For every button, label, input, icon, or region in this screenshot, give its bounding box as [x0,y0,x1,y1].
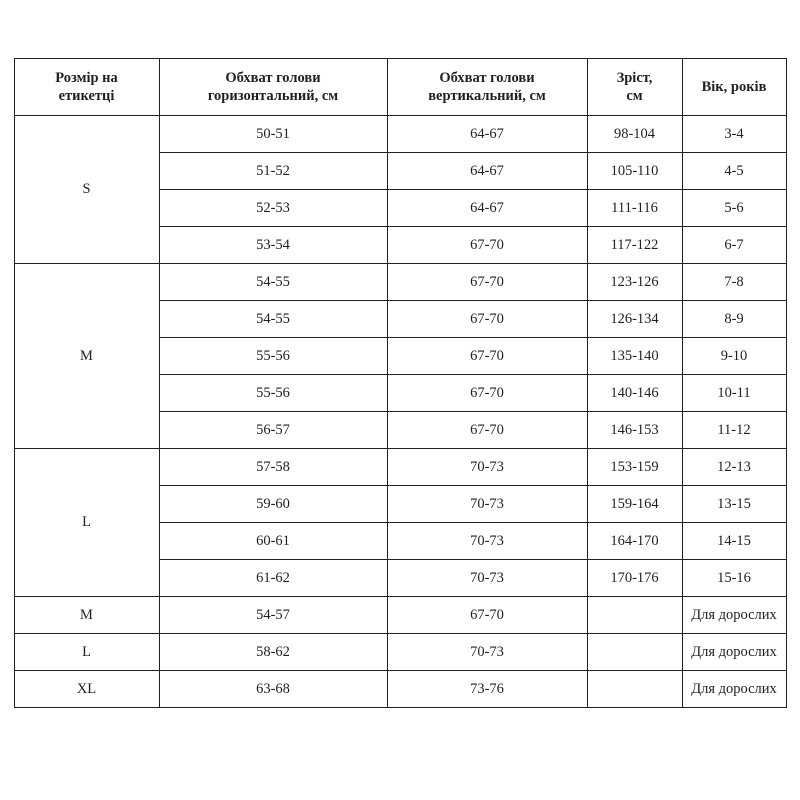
table-row [14,671,786,708]
header-height [587,59,682,116]
table-row [14,116,786,153]
cell-height [587,634,682,671]
cell-height: 105-110 [587,153,682,190]
header-horizontal [159,59,387,116]
cell-vertical: 64-67 [387,190,587,227]
cell-vertical: 67-70 [387,301,587,338]
size-cell-adult-m: M [14,597,159,634]
cell-age: 15-16 [682,560,786,597]
cell-height: 111-116 [587,190,682,227]
cell-horizontal: 51-52 [159,153,387,190]
cell-age: 10-11 [682,375,786,412]
cell-vertical: 67-70 [387,412,587,449]
cell-vertical: 67-70 [387,227,587,264]
cell-vertical: 70-73 [387,449,587,486]
cell-horizontal: 63-68 [159,671,387,708]
cell-age: 3-4 [682,116,786,153]
size-chart-table [14,58,787,708]
cell-horizontal: 57-58 [159,449,387,486]
cell-height: 117-122 [587,227,682,264]
size-cell-s: S [14,116,159,264]
cell-horizontal: 54-57 [159,597,387,634]
cell-horizontal: 54-55 [159,264,387,301]
cell-height: 170-176 [587,560,682,597]
header-size-label-line2: етикетці [58,88,115,104]
table-row [14,597,786,634]
header-vertical [387,59,587,116]
cell-age: Для дорослих [682,597,786,634]
cell-height [587,597,682,634]
cell-vertical: 67-70 [387,375,587,412]
cell-age: 13-15 [682,486,786,523]
cell-height: 146-153 [587,412,682,449]
cell-horizontal: 59-60 [159,486,387,523]
cell-age: 11-12 [682,412,786,449]
cell-vertical: 67-70 [387,264,587,301]
cell-age: Для дорослих [682,671,786,708]
cell-horizontal: 55-56 [159,375,387,412]
cell-horizontal: 53-54 [159,227,387,264]
cell-height: 135-140 [587,338,682,375]
header-size-label-line1: Розмір на [55,69,118,86]
cell-age: 9-10 [682,338,786,375]
cell-horizontal: 55-56 [159,338,387,375]
cell-horizontal: 50-51 [159,116,387,153]
cell-age: 4-5 [682,153,786,190]
size-cell-l: L [14,449,159,597]
header-size-label [14,59,159,116]
cell-vertical: 70-73 [387,634,587,671]
header-age-line1: Вік, років [701,78,767,95]
table-row [14,449,786,486]
cell-horizontal: 54-55 [159,301,387,338]
header-height-line1: Зріст, [616,69,653,86]
header-horizontal-line1: Обхват голови [225,69,321,86]
cell-age: 6-7 [682,227,786,264]
cell-vertical: 67-70 [387,338,587,375]
cell-horizontal: 52-53 [159,190,387,227]
cell-vertical: 70-73 [387,560,587,597]
table-body [14,116,786,708]
table-row [14,634,786,671]
cell-vertical: 64-67 [387,153,587,190]
cell-height: 159-164 [587,486,682,523]
cell-vertical: 70-73 [387,523,587,560]
header-vertical-line1: Обхват голови [439,69,535,86]
cell-height: 123-126 [587,264,682,301]
cell-age: 12-13 [682,449,786,486]
header-horizontal-line2: горизонтальний, см [207,88,339,104]
cell-age: 14-15 [682,523,786,560]
cell-height: 126-134 [587,301,682,338]
cell-age: 7-8 [682,264,786,301]
cell-vertical: 73-76 [387,671,587,708]
cell-vertical: 64-67 [387,116,587,153]
cell-vertical: 70-73 [387,486,587,523]
size-cell-m: M [14,264,159,449]
cell-age: 8-9 [682,301,786,338]
header-vertical-line2: вертикальний, см [428,88,546,104]
cell-height: 153-159 [587,449,682,486]
cell-height: 98-104 [587,116,682,153]
size-cell-adult-l: L [14,634,159,671]
table-row [14,264,786,301]
cell-horizontal: 61-62 [159,560,387,597]
table-header-row [14,59,786,116]
table-header [14,59,786,116]
header-age [682,59,786,116]
cell-height: 164-170 [587,523,682,560]
cell-horizontal: 58-62 [159,634,387,671]
cell-height: 140-146 [587,375,682,412]
size-cell-adult-xl: XL [14,671,159,708]
cell-horizontal: 60-61 [159,523,387,560]
cell-age: 5-6 [682,190,786,227]
cell-vertical: 67-70 [387,597,587,634]
cell-horizontal: 56-57 [159,412,387,449]
header-height-line2: см [626,88,643,104]
cell-age: Для дорослих [682,634,786,671]
cell-height [587,671,682,708]
